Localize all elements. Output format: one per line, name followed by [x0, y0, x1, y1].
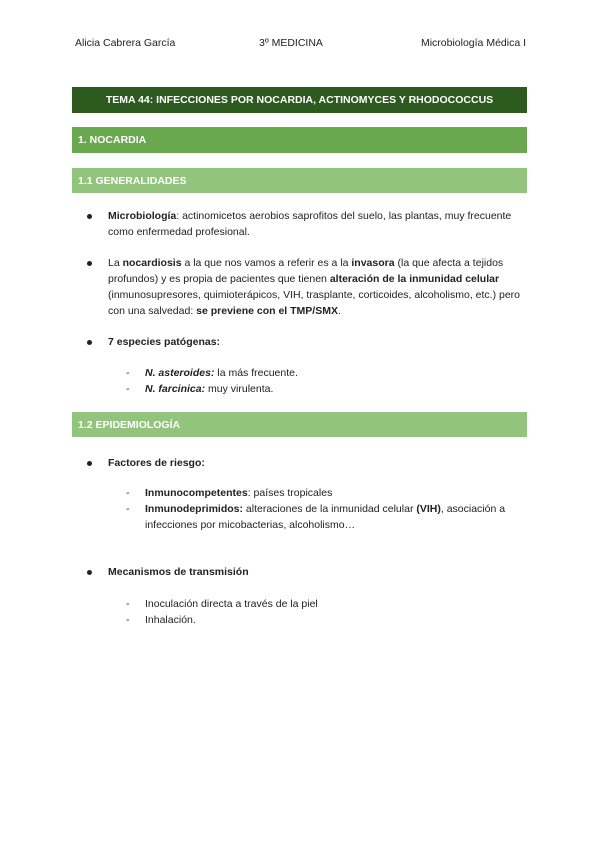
bold-term: Microbiología [108, 210, 177, 222]
bold-term: (VIH) [416, 503, 441, 515]
item-text: alteraciones de la inmunidad celular [243, 503, 417, 515]
list-item-inmunocompetentes [126, 485, 530, 501]
section-heading-nocardia [72, 127, 527, 153]
item-text: Inhalación. [145, 614, 196, 626]
subsection-heading-text: 1.1 GENERALIDADES [78, 174, 187, 187]
text-run: (la que afecta a tejidos profundos) y es propia de pacientes que tienen [108, 257, 504, 285]
text-run: a la que nos vamos a referir es a la [181, 257, 352, 269]
text-run: (inmunosupresores, quimioterápicos, VIH, trasplante, corticoides, alcoholismo, etc.) pero con una salvedad: [108, 289, 521, 317]
item-text: , asociación a infecciones por micobacterias, alcoholismo… [145, 503, 506, 531]
dash-marker: - [126, 614, 130, 626]
text-run: La [108, 257, 123, 269]
subsection-heading-generalidades [72, 168, 527, 193]
list-item-inoculacion [126, 596, 530, 612]
species-text: muy virulenta. [205, 383, 274, 395]
bullet-nocardiosis [108, 255, 528, 319]
document-title [72, 87, 527, 113]
bold-term: alteración de la inmunidad celular [329, 273, 500, 285]
item-text: Inoculación directa a través de la piel [145, 598, 318, 610]
header-course: 3º MEDICINA [259, 37, 323, 49]
bullet-icon [87, 570, 92, 575]
dash-marker: - [126, 487, 130, 499]
species-name: N. farcinica: [145, 383, 206, 395]
bold-term: 7 especies patógenas: [108, 336, 221, 348]
bullet-icon [87, 340, 92, 345]
section-heading-text: 1. NOCARDIA [78, 134, 147, 146]
bullet-icon [87, 261, 92, 266]
dash-marker: - [126, 367, 130, 379]
bullet-mecanismos [108, 564, 528, 580]
list-item-farcinica [126, 381, 530, 397]
bold-term: Factores de riesgo: [108, 457, 205, 469]
bullet-especies [108, 334, 528, 350]
dash-marker: - [126, 383, 130, 395]
list-item-inhalacion [126, 612, 530, 628]
species-text: la más frecuente. [214, 367, 298, 379]
subsection-heading-epidemiologia [72, 412, 527, 437]
list-item-inmunodeprimidos [126, 501, 530, 533]
bullet-icon [87, 461, 92, 466]
subsection-heading-text: 1.2 EPIDEMIOLOGÍA [78, 418, 181, 431]
bold-term: Inmunodeprimidos: [145, 503, 243, 515]
species-name: N. asteroides: [145, 367, 215, 379]
bullet-icon [87, 214, 92, 219]
bullet-factores [108, 455, 528, 471]
bullet-text: : actinomicetos aerobios saprofitos del suelo, las plantas, muy frecuente como enfermedad profesional. [108, 210, 512, 238]
header-subject: Microbiología Médica I [420, 37, 526, 49]
bold-term: Inmunocompetentes [145, 487, 248, 499]
item-text: : países tropicales [247, 487, 333, 499]
text-run: . [337, 305, 341, 317]
bold-term: invasora [351, 257, 395, 269]
title-text: TEMA 44: INFECCIONES POR NOCARDIA, ACTINOMYCES Y RHODOCOCCUS [105, 94, 494, 106]
bold-term: se previene con el TMP/SMX [196, 305, 338, 317]
bold-term: Mecanismos de transmisión [108, 566, 249, 578]
dash-marker: - [126, 503, 130, 515]
bold-term: nocardiosis [122, 257, 182, 269]
bullet-microbiologia [108, 208, 528, 240]
dash-marker: - [126, 598, 130, 610]
header-author: Alicia Cabrera García [75, 37, 176, 49]
list-item-asteroides [126, 365, 530, 381]
